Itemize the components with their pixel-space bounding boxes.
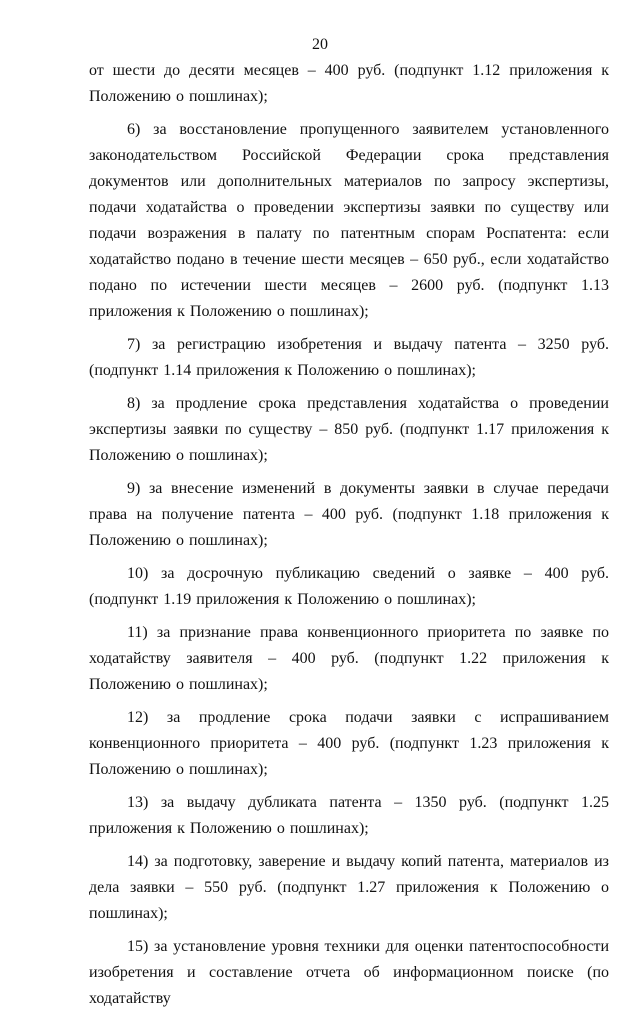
paragraph-item-12: 12) за продление срока подачи заявки с испрашиванием конвенционного приоритета – 400 руб. (подпункт 1.23 приложения к Положению о пошлинах); [89, 709, 609, 778]
paragraph-item-11: 11) за признание права конвенционного приоритета по заявке по ходатайству заявителя – 400 руб. (подпункт 1.22 приложения к Положению о пошлинах); [89, 624, 609, 693]
paragraph-item-13: 13) за выдачу дубликата патента – 1350 руб. (подпункт 1.25 приложения к Положению о пошлинах); [89, 794, 609, 837]
document-body [89, 58, 609, 1019]
paragraph-item-14: 14) за подготовку, заверение и выдачу копий патента, материалов из дела заявки – 550 руб. (подпункт 1.27 приложения к Положению о пошлинах); [89, 853, 609, 922]
paragraph-item-6: 6) за восстановление пропущенного заявителем установленного законодательством Российской Федерации срока представления документов или дополнительных материалов по запросу экспертизы, подачи ходатайства о проведении экспертизы заявки по существу или подачи возражения в палату по патентным спорам Роспатента: если ходатайство подано в течение шести месяцев – 650 руб., если ходатайство подано по истечении шести месяцев – 2600 руб. (подпункт 1.13 приложения к Положению о пошлинах); [89, 121, 609, 320]
page-number: 20 [312, 36, 328, 53]
paragraph-item-9: 9) за внесение изменений в документы заявки в случае передачи права на получение патента – 400 руб. (подпункт 1.18 приложения к Положению о пошлинах); [89, 480, 609, 549]
paragraph-item-10: 10) за досрочную публикацию сведений о заявке – 400 руб. (подпункт 1.19 приложения к Положению о пошлинах); [89, 565, 609, 608]
paragraph-item-15: 15) за установление уровня техники для оценки патентоспособности изобретения и составление отчета об информационном поиске (по ходатайству [89, 938, 609, 1007]
paragraph-continuation: от шести до десяти месяцев – 400 руб. (подпункт 1.12 приложения к Положению о пошлинах); [89, 62, 609, 105]
paragraph-item-7: 7) за регистрацию изобретения и выдачу патента – 3250 руб. (подпункт 1.14 приложения к Положению о пошлинах); [89, 336, 609, 379]
paragraph-item-8: 8) за продление срока представления ходатайства о проведении экспертизы заявки по существу – 850 руб. (подпункт 1.17 приложения к Положению о пошлинах); [89, 395, 609, 464]
